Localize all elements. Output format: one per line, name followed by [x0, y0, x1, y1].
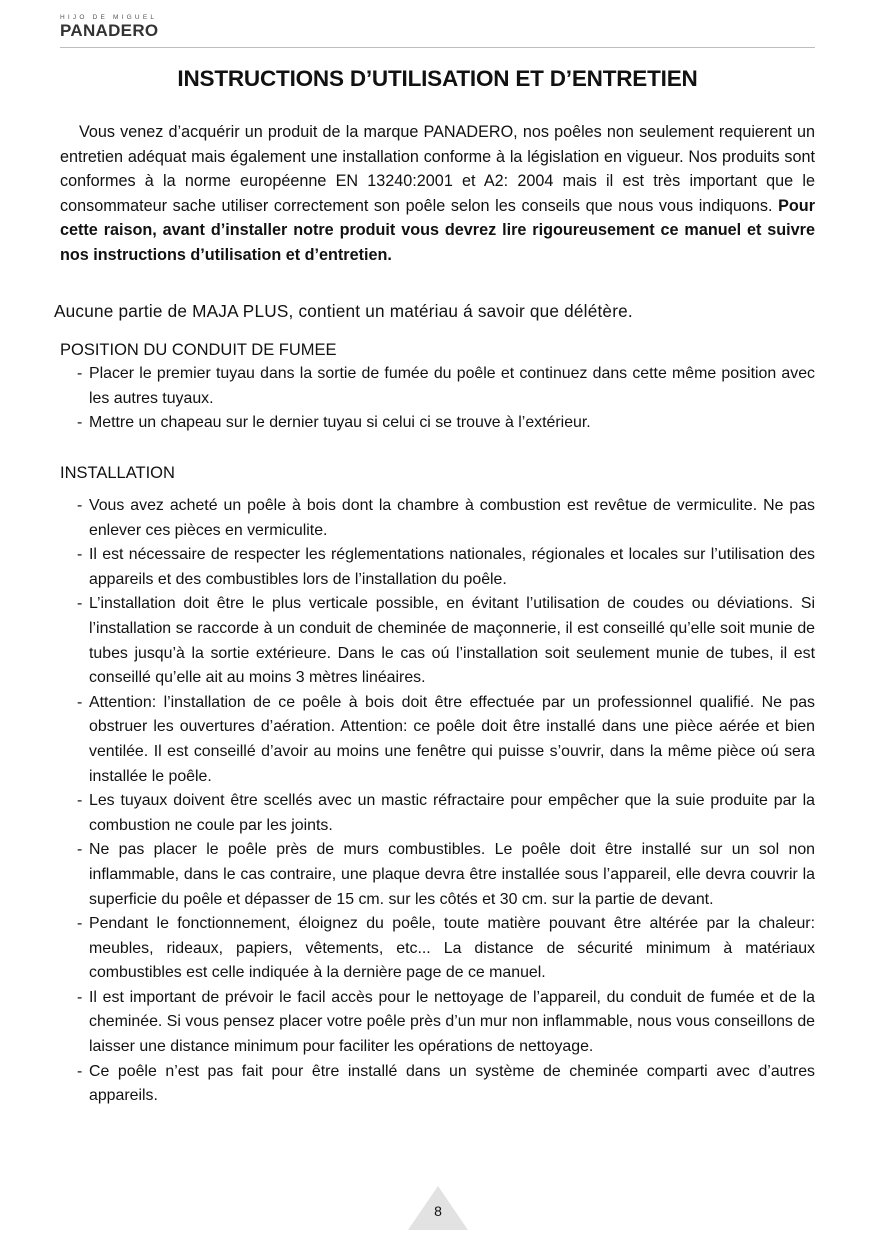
list-dash: - [77, 546, 83, 564]
list-item-text: Attention: l’installation de ce poêle à bois doit être effectuée par un professionnel qualifié. Ne pas obstruer les ouvertures d’aération. Attention: ce poêle doit être installé dans une pièce aérée et bien ventilée. Il est conseillé d’avoir au moins une fenêtre qui puisse s’ouvrir, dans la même pièce oú sera installée le poêle. [89, 693, 815, 785]
intro-bold-text: Pour cette raison, avant d’installer notre produit vous devrez lire rigoureusement ce manuel et suivre nos instructions d’utilisation et d’entretien. [60, 196, 815, 264]
list-dash: - [77, 595, 83, 613]
list-item [60, 592, 815, 690]
logo-name: PANADERO [60, 21, 159, 40]
list-item-text: Ne pas placer le poêle près de murs combustibles. Le poêle doit être installé sur un sol non inflammable, dans le cas contraire, une plaque devra être installée sous l’appareil, elle devra couvrir la superficie du poêle et dépasser de 15 cm. sur les côtés et 30 cm. sur la partie de devant. [89, 841, 815, 908]
list-item [60, 543, 815, 592]
list-item-text: Les tuyaux doivent être scellés avec un mastic réfractaire pour empêcher que la suie produite par la combustion ne coule par les joints. [89, 792, 815, 834]
list-item [60, 411, 815, 436]
list-dash: - [77, 497, 83, 514]
logo-tagline: HIJO DE MIGUEL [60, 14, 158, 21]
section-title-installation: INSTALLATION [60, 464, 175, 482]
list-item-text: Il est important de prévoir le facil accès pour le nettoyage de l’appareil, du conduit de fumée et de la cheminée. Si vous pensez placer votre poêle près d’un mur non inflammable, nous vous conseillons de laisser une distance minimum pour faciliter les opérations de nettoyage. [89, 988, 815, 1056]
list-dash: - [77, 414, 83, 432]
list-item [60, 691, 815, 789]
list-item [60, 494, 815, 543]
list-dash: - [77, 365, 83, 382]
list-item [60, 789, 815, 838]
section-title-position: POSITION DU CONDUIT DE FUMEE [60, 341, 337, 359]
list-item [60, 1060, 815, 1109]
header-divider [60, 47, 815, 48]
list-dash: - [77, 988, 83, 1006]
intro-text: Vous venez d’acquérir un produit de la marque PANADERO, nos poêles non seulement requierent un entretien adéquat mais également une installation conforme à la législation en vigueur. Nos produits sont conformes à la norme européenne EN 13240:2001 et A2: 2004 mais il est très important que le consommateur sache utiliser correctement son poêle selon les conseils que nous vous indiquons. [60, 123, 815, 215]
list-item [60, 838, 815, 912]
list-item-text: L’installation doit être le plus verticale possible, en évitant l’utilisation de coudes ou déviations. Si l’installation se raccorde à un conduit de cheminée de maçonnerie, il est conseillé qu’elle soit munie de tubes jusqu’à la sortie extérieure. Dans le cas oú l’installation soit seulement munie de tubes, il est conseillé qu’elle ait au moins 3 mètres linéaires. [89, 595, 815, 687]
list-item-text: Ce poêle n’est pas fait pour être installé dans un système de cheminée comparti avec d’autres appareils. [89, 1062, 815, 1105]
list-dash: - [77, 1062, 83, 1080]
list-dash: - [77, 915, 83, 933]
material-note: Aucune partie de MAJA PLUS, contient un matériau á savoir que délétère. [54, 301, 633, 321]
installation-list [60, 494, 815, 1109]
list-item-text: Pendant le fonctionnement, éloignez du poêle, toute matière pouvant être altérée par la chaleur: meubles, rideaux, papiers, vêtements, etc... La distance de sécurité minimum à matériaux combustibles est celle indiquée à la dernière page de ce manuel. [89, 915, 815, 982]
list-item-text: Placer le premier tuyau dans la sortie de fumée du poêle et continuez dans cette même position avec les autres tuyaux. [89, 365, 815, 407]
list-item [60, 912, 815, 986]
list-dash: - [77, 693, 83, 711]
panadero-logo [60, 14, 158, 39]
list-dash: - [77, 792, 83, 810]
list-item [60, 986, 815, 1060]
list-item [60, 362, 815, 411]
position-list [60, 362, 815, 436]
list-item-text: Vous avez acheté un poêle à bois dont la chambre à combustion est revêtue de vermiculite. Ne pas enlever ces pièces en vermiculite. [89, 497, 815, 539]
list-item-text: Il est nécessaire de respecter les réglementations nationales, régionales et locales sur l’utilisation des appareils et des combustibles lors de l’installation du poêle. [89, 546, 815, 588]
page-number: 8 [434, 1203, 442, 1219]
list-item-text: Mettre un chapeau sur le dernier tuyau si celui ci se trouve à l’extérieur. [89, 414, 591, 432]
intro-paragraph [60, 120, 815, 268]
list-dash: - [77, 841, 83, 859]
page-title: INSTRUCTIONS D’UTILISATION ET D’ENTRETIEN [177, 66, 698, 91]
